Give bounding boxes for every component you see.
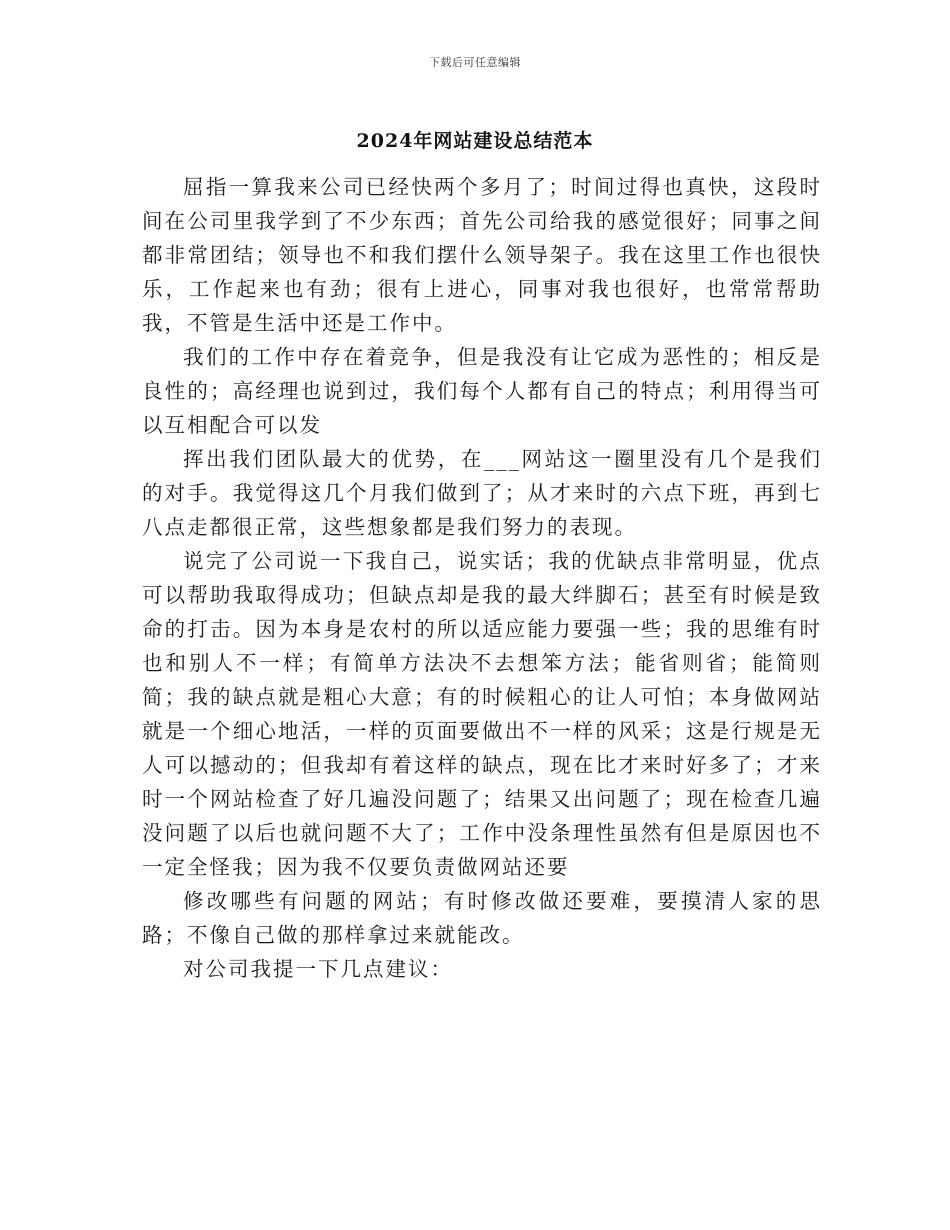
paragraph-4: 说完了公司说一下我自己，说实话；我的优缺点非常明显，优点可以帮助我取得成功；但缺点却是我的最大绊脚石；甚至有时候是致命的打击。因为本身是农村的所以适应能力要强一些；我的思维有时也和别人不一样；有简单方法决不去想笨方法；能省则省；能简则简；我的缺点就是粗心大意；有的时候粗心的让人可怕；本身做网站就是一个细心地活，一样的页面要做出不一样的风采；这是行规是无人可以撼动的；但我却有着这样的缺点，现在比才来时好多了；才来时一个网站检查了好几遍没问题了；结果又出问题了；现在检查几遍没问题了以后也就问题不大了；工作中没条理性虽然有但是原因也不一定全怪我；因为我不仅要负责做网站还要	[142, 549, 822, 879]
document-title: 2024年网站建设总结范本	[356, 130, 594, 152]
paragraph-3: 挥出我们团队最大的优势，在___网站这一圈里没有几个是我们的对手。我觉得这几个月我们做到了；从才来时的六点下班，再到七八点走都很正常，这些想象都是我们努力的表现。	[142, 447, 822, 539]
paragraph-1: 屈指一算我来公司已经快两个多月了；时间过得也真快，这段时间在公司里我学到了不少东西；首先公司给我的感觉很好；同事之间都非常团结；领导也不和我们摆什么领导架子。我在这里工作也很快乐，工作起来也有劲；很有上进心，同事对我也很好，也常常帮助我，不管是生活中还是工作中。	[142, 175, 822, 335]
paragraph-6: 对公司我提一下几点建议：	[183, 957, 453, 981]
page-header-note: 下载后可任意编辑	[429, 56, 521, 69]
paragraph-5: 修改哪些有问题的网站；有时修改做还要难，要摸清人家的思路；不像自己做的那样拿过来就能改。	[142, 889, 822, 947]
paragraph-2: 我们的工作中存在着竞争，但是我没有让它成为恶性的；相反是良性的；高经理也说到过，我们每个人都有自己的特点；利用得当可以互相配合可以发	[142, 345, 822, 437]
document-body	[142, 170, 822, 986]
